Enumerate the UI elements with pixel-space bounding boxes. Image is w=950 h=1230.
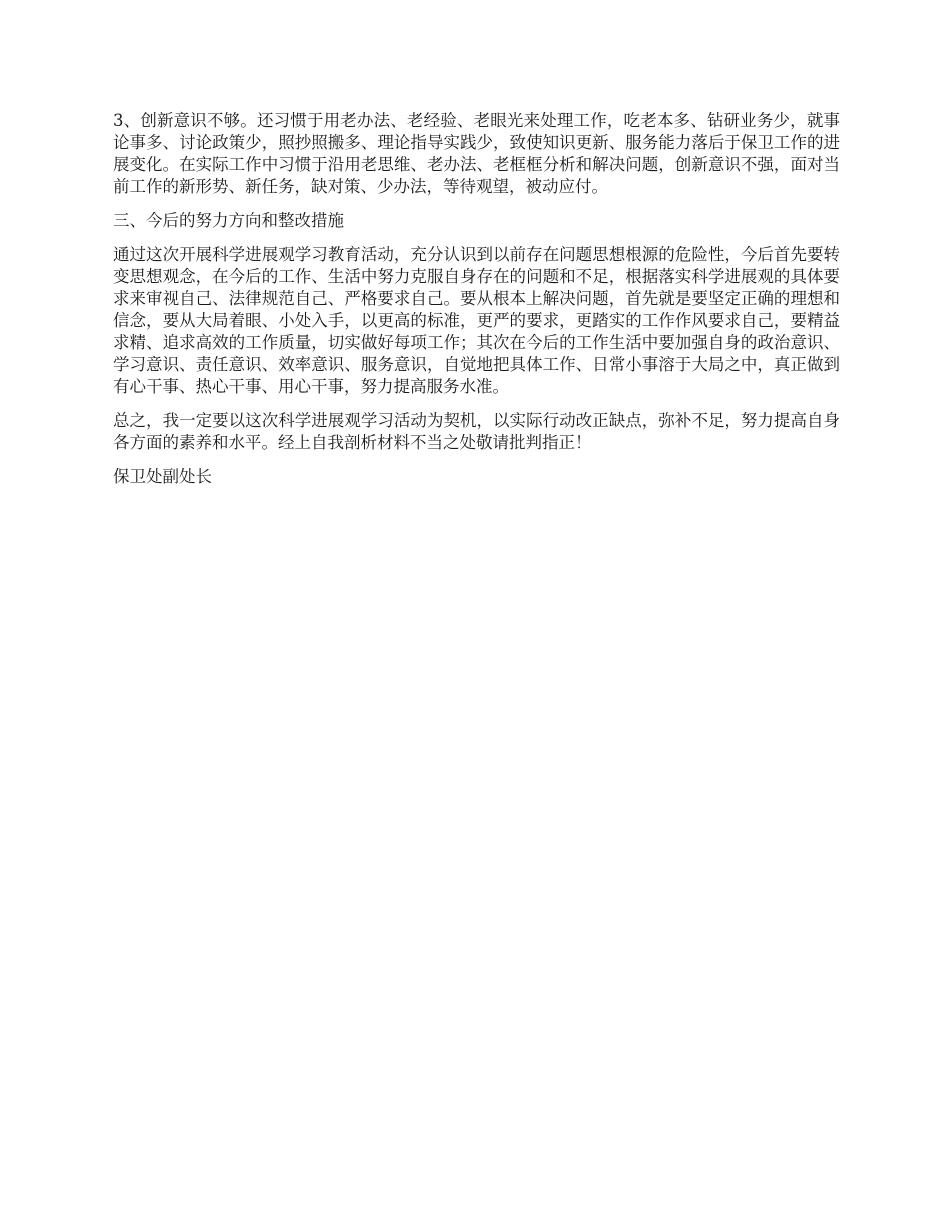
paragraph-conclusion: 总之，我一定要以这次科学进展观学习活动为契机，以实际行动改正缺点，弥补不足，努力提高自身各方面的素养和水平。经上自我剖析材料不当之处敬请批判指正！	[113, 411, 840, 452]
document-page	[113, 110, 840, 488]
paragraph-improvement-plan: 通过这次开展科学进展观学习教育活动，充分认识到以前存在问题思想根源的危险性，今后首先要转变思想观念，在今后的工作、生活中努力克服自身存在的问题和不足，根据落实科学进展观的具体要求来审视自己、法律规范自己、严格要求自己。要从根本上解决问题，首先就是要坚定正确的理想和信念，要从大局着眼、小处入手，以更高的标准，更严的要求，更踏实的工作作风要求自己，要精益求精、追求高效的工作质量，切实做好每项工作；其次在今后的工作生活中要加强自身的政治意识、学习意识、责任意识、效率意识、服务意识，自觉地把具体工作、日常小事溶于大局之中，真正做到有心干事、热心干事、用心干事，努力提高服务水准。	[113, 245, 840, 396]
section-heading-improvement-measures: 三、今后的努力方向和整改措施	[113, 211, 344, 230]
paragraph-innovation-awareness: 3、创新意识不够。还习惯于用老办法、老经验、老眼光来处理工作，吃老本多、钻研业务少，就事论事多、讨论政策少，照抄照搬多、理论指导实践少，致使知识更新、服务能力落后于保卫工作的进展变化。在实际工作中习惯于沿用老思维、老办法、老框框分析和解决问题，创新意识不强，面对当前工作的新形势、新任务，缺对策、少办法，等待观望，被动应付。	[113, 111, 840, 196]
signature-title: 保卫处副处长	[113, 467, 212, 486]
